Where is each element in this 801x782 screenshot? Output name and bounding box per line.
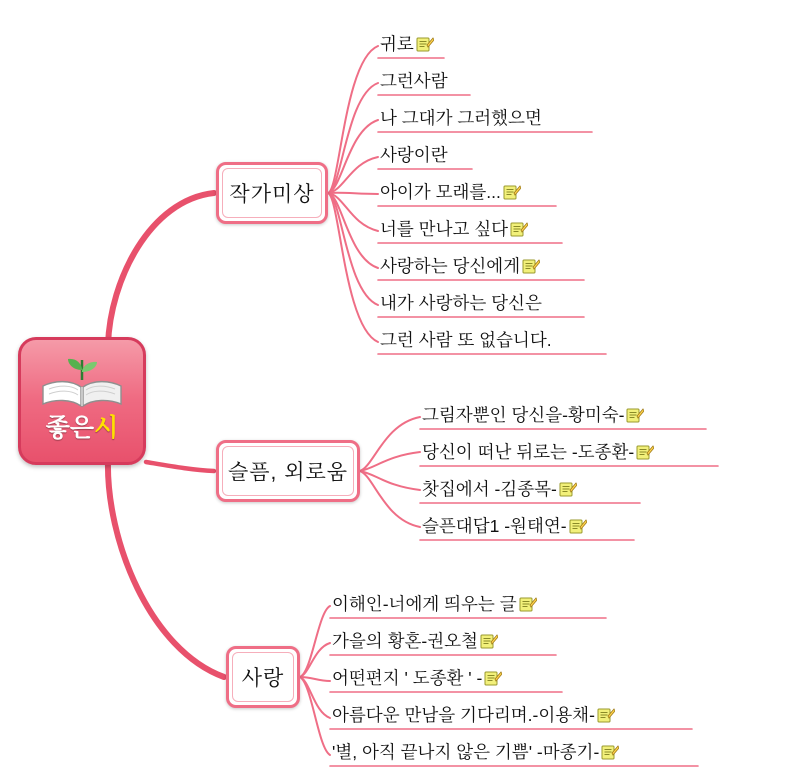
leaf-item[interactable] (380, 253, 540, 279)
leaf-item[interactable] (332, 628, 498, 654)
leaf-label: 내가 사랑하는 당신은 (380, 293, 542, 313)
leaf-label: 그런사람 (380, 71, 448, 91)
leaf-label: 찻집에서 -김종목- (422, 479, 557, 499)
leaf-label: 가을의 황혼-권오철 (332, 631, 478, 651)
open-book-sprout-icon (39, 354, 125, 410)
leaf-label: '별, 아직 끝나지 않은 기쁨' -마종기- (332, 742, 600, 762)
leaf-label: 이해인-너에게 띄우는 글 (332, 594, 517, 614)
leaf-item[interactable] (332, 702, 615, 728)
leaf-item[interactable] (332, 665, 502, 691)
leaf-label: 아이가 모래를... (380, 182, 501, 202)
leaf-item[interactable] (380, 68, 448, 94)
note-icon[interactable] (480, 632, 498, 650)
leaf-label: 그런 사람 또 없습니다. (380, 330, 552, 350)
leaf-label: 사랑하는 당신에게 (380, 256, 521, 276)
leaf-label: 어떤편지 ' 도종환 ' - (332, 668, 483, 688)
leaf-item[interactable] (380, 31, 434, 57)
branch-label: 슬픔, 외로움 (227, 461, 349, 484)
note-icon[interactable] (569, 517, 587, 535)
leaf-item[interactable] (380, 179, 521, 205)
branch-node-2[interactable] (226, 646, 300, 708)
root-node[interactable] (18, 337, 146, 465)
branch-node-1[interactable] (216, 440, 360, 502)
note-icon[interactable] (636, 443, 654, 461)
leaf-label: 슬픈대답1 -원태연- (422, 516, 567, 536)
note-icon[interactable] (519, 595, 537, 613)
leaf-label: 사랑이란 (380, 145, 448, 165)
leaf-item[interactable] (422, 402, 644, 428)
note-icon[interactable] (484, 669, 502, 687)
note-icon[interactable] (601, 743, 619, 761)
leaf-item[interactable] (380, 290, 542, 316)
leaf-item[interactable] (332, 591, 537, 617)
leaf-item[interactable] (422, 439, 654, 465)
leaf-label: 그림자뿐인 당신을-황미숙- (422, 405, 625, 425)
leaf-label: 귀로 (380, 34, 414, 54)
note-icon[interactable] (510, 220, 528, 238)
leaf-label: 당신이 떠난 뒤로는 -도종환- (422, 442, 635, 462)
note-icon[interactable] (559, 480, 577, 498)
note-icon[interactable] (522, 257, 540, 275)
note-icon[interactable] (503, 183, 521, 201)
leaf-item[interactable] (332, 739, 619, 765)
root-label (21, 408, 143, 444)
leaf-label: 아름다운 만남을 기다리며.-이용채- (332, 705, 595, 725)
leaf-item[interactable] (422, 513, 587, 539)
branch-label: 사랑 (241, 667, 285, 690)
leaf-label: 너를 만나고 싶다 (380, 219, 509, 239)
root-label-prefix: 좋은 (45, 414, 95, 442)
note-icon[interactable] (626, 406, 644, 424)
leaf-item[interactable] (380, 105, 542, 131)
note-icon[interactable] (597, 706, 615, 724)
leaf-item[interactable] (380, 142, 448, 168)
leaf-item[interactable] (380, 216, 528, 242)
root-label-accent: 시 (94, 414, 119, 442)
note-icon[interactable] (416, 35, 434, 53)
leaf-label: 나 그대가 그러했으면 (380, 108, 542, 128)
branch-node-0[interactable] (216, 162, 328, 224)
leaf-item[interactable] (422, 476, 577, 502)
branch-label: 작가미상 (229, 183, 315, 206)
leaf-item[interactable] (380, 327, 552, 353)
